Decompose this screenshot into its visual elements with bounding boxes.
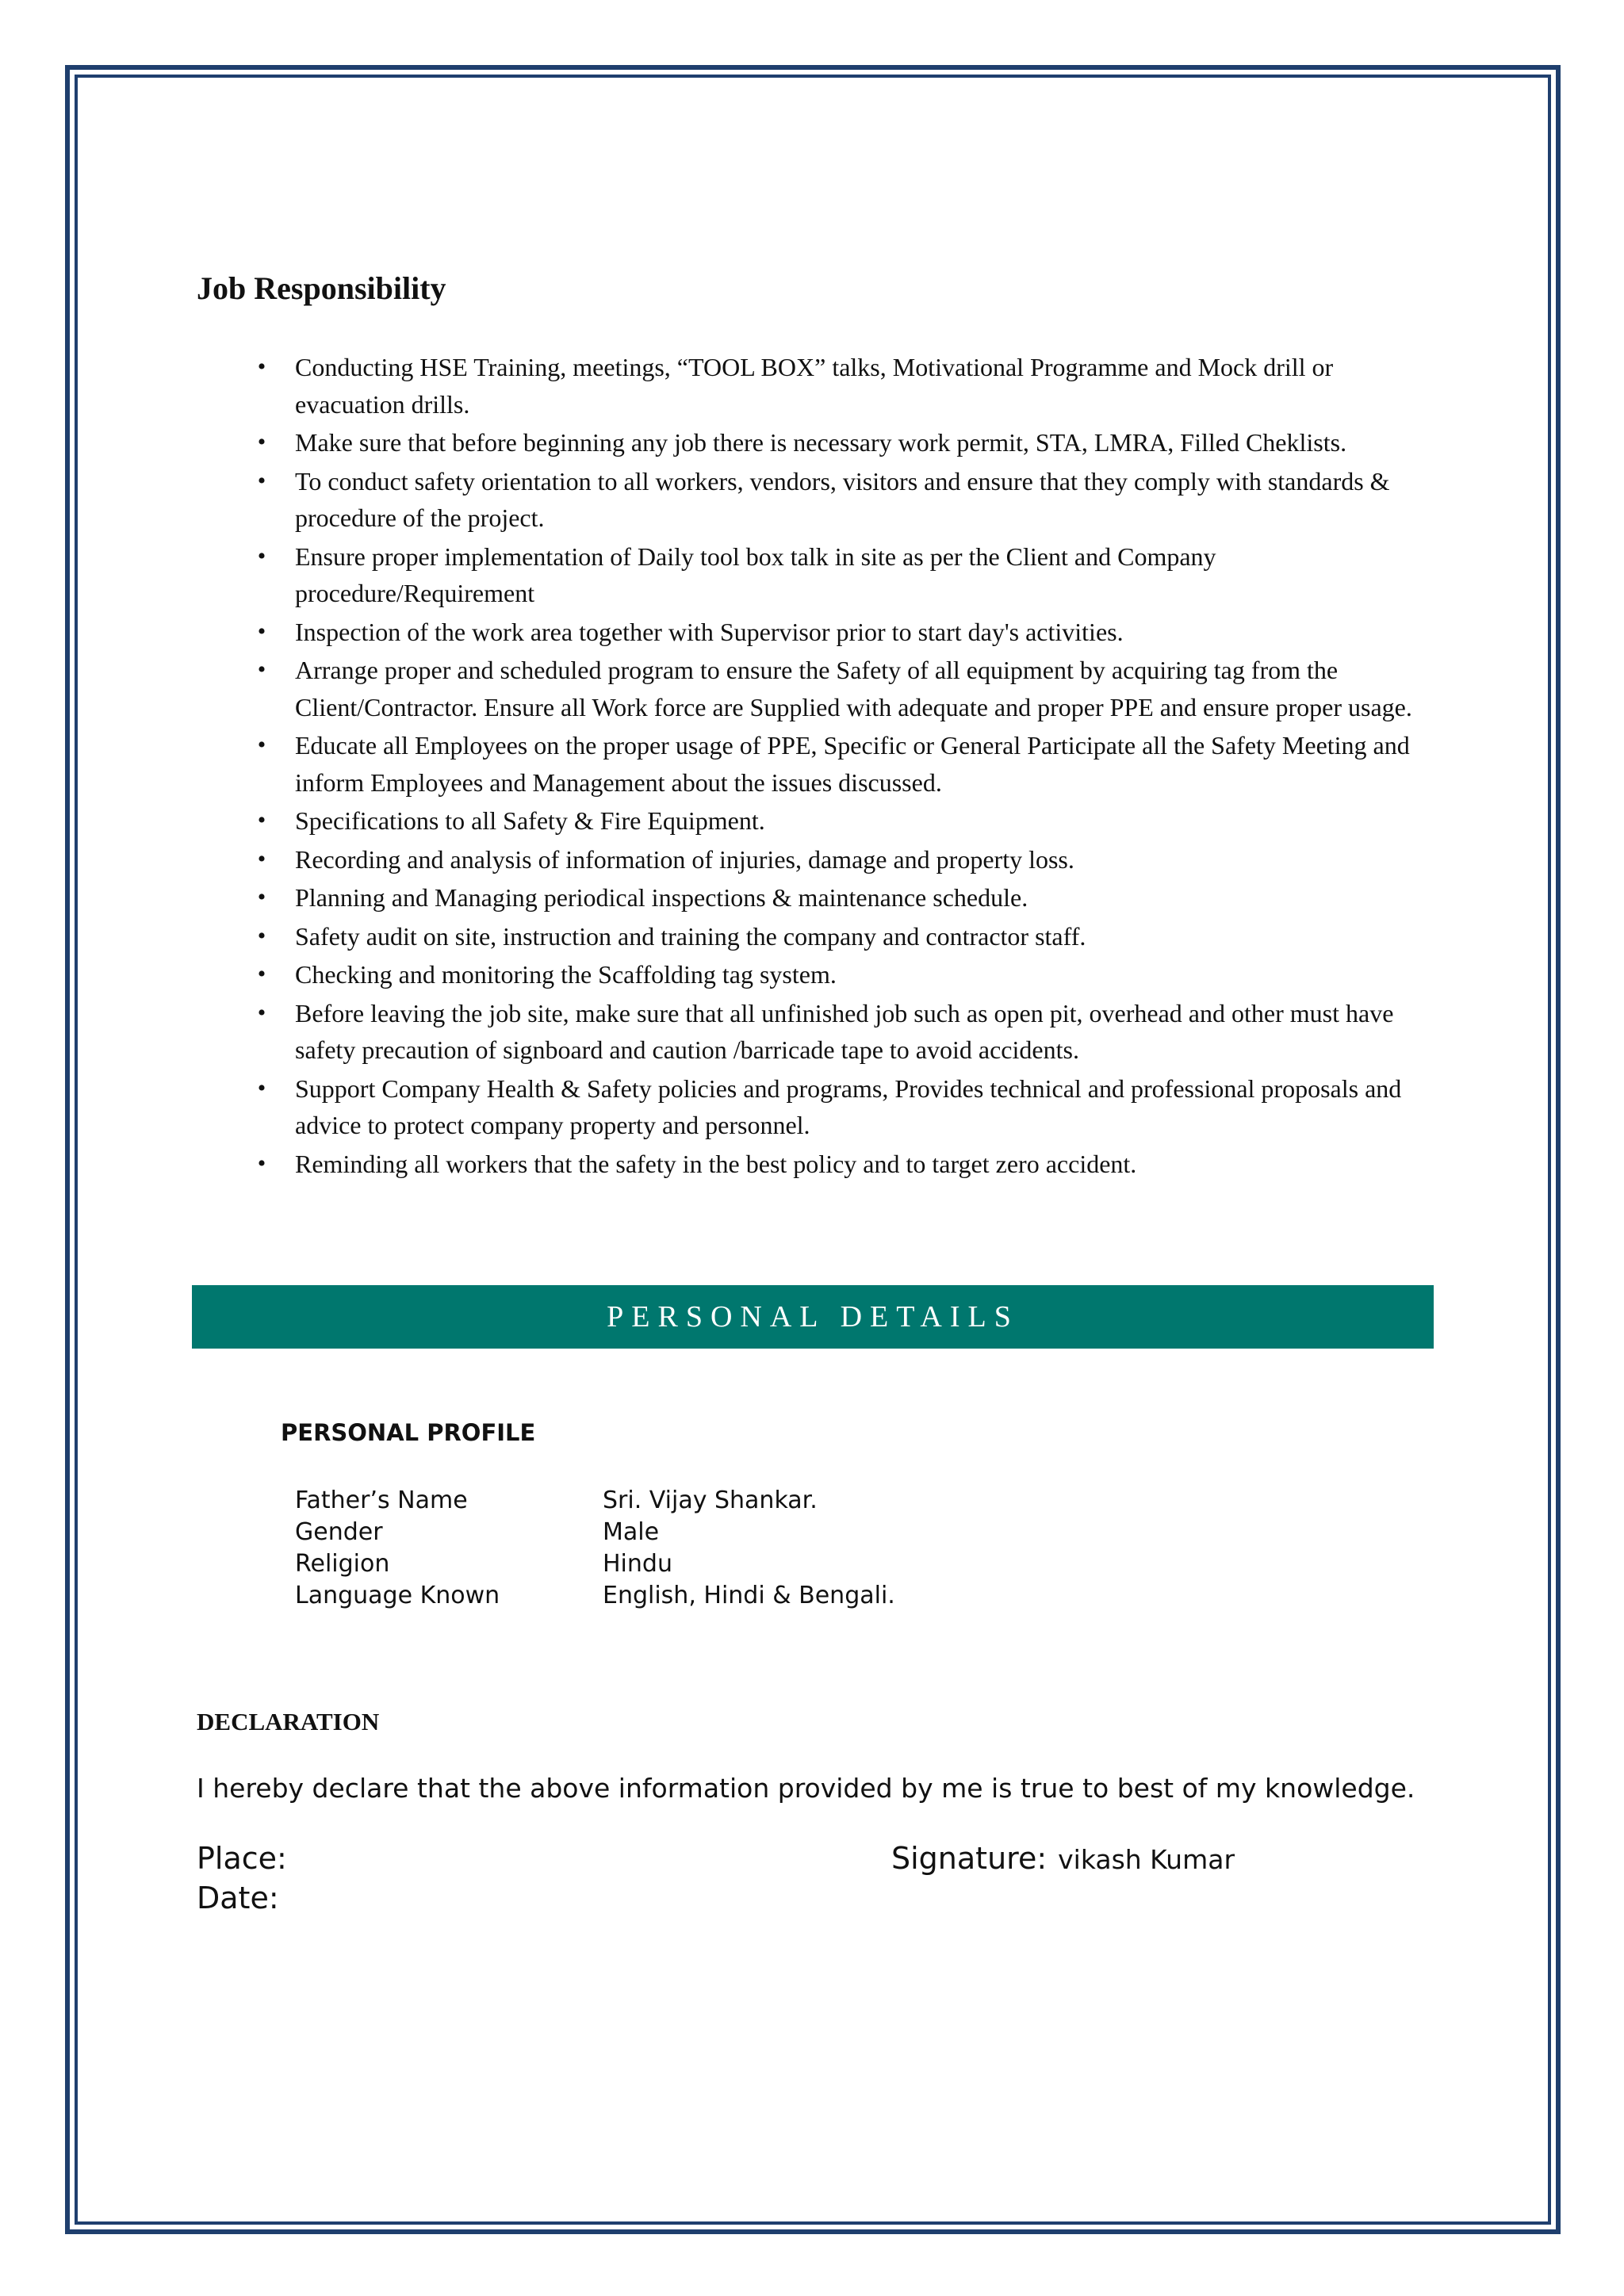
profile-row [295,1517,895,1548]
bullet-icon: • [257,1150,266,1177]
bullet-icon: • [257,807,266,833]
responsibility-text: Arrange proper and scheduled program to ensure the Safety of all equipment by acquiring tag from the Client/Contractor. Ensure all Work force are Supplied with adequate and proper PPE and ensure proper usage. [295,656,1412,721]
responsibility-item [246,463,1435,537]
bullet-icon: • [257,354,266,380]
responsibility-text: Planning and Managing periodical inspections & maintenance schedule. [295,883,1028,912]
responsibility-item [246,727,1435,801]
bullet-icon: • [257,429,266,455]
responsibility-text: Checking and monitoring the Scaffolding tag system. [295,960,837,989]
responsibility-text: Safety audit on site, instruction and training the company and contractor staff. [295,921,1086,951]
signature-name: vikash Kumar [1058,1844,1235,1875]
bullet-icon: • [257,618,266,645]
responsibility-item [246,614,1435,651]
responsibility-text: Conducting HSE Training, meetings, “TOOL BOX” talks, Motivational Programme and Mock drill or evacuation drills. [295,353,1334,419]
responsibility-item [246,652,1435,725]
personal-details-banner [192,1285,1434,1349]
declaration-heading: DECLARATION [197,1708,380,1735]
profile-label: Father’s Name [295,1487,468,1514]
responsibility-item [246,424,1435,461]
responsibility-item [246,995,1435,1069]
responsibility-item [246,918,1435,955]
bullet-icon: • [257,732,266,758]
profile-value: Male [603,1518,660,1546]
responsibility-text: Specifications to all Safety & Fire Equipment. [295,806,765,835]
responsibility-item [246,538,1435,612]
responsibility-item [246,956,1435,993]
profile-label: Gender [295,1518,383,1546]
responsibility-text: Before leaving the job site, make sure that all unfinished job such as open pit, overhead and other must have safety precaution of signboard and caution /barricade tape to avoid accidents. [295,998,1394,1064]
responsibility-text: Make sure that before beginning any job there is necessary work permit, STA, LMRA, Filled Cheklists. [295,428,1347,457]
profile-value: English, Hindi & Bengali. [603,1582,895,1609]
responsibility-item [246,1070,1435,1144]
personal-profile-table [295,1485,895,1612]
bullet-icon: • [257,542,266,569]
responsibility-text: Support Company Health & Safety policies and programs, Provides technical and professional proposals and advice to protect company property and personnel. [295,1073,1402,1139]
responsibility-item [246,879,1435,916]
profile-row [295,1548,895,1580]
signature-block [891,1841,1235,1876]
bullet-icon: • [257,961,266,987]
responsibility-item [246,1146,1435,1183]
profile-label: Religion [295,1550,390,1578]
responsibility-item [246,841,1435,878]
profile-row [295,1485,895,1517]
date-label: Date: [197,1881,279,1915]
responsibility-text: Recording and analysis of information of injuries, damage and property loss. [295,844,1074,874]
profile-value: Sri. Vijay Shankar. [603,1487,818,1514]
responsibility-text: Educate all Employees on the proper usage of PPE, Specific or General Participate all the Safety Meeting and inform Employees and Management about the issues discussed. [295,731,1410,797]
profile-label: Language Known [295,1582,500,1609]
bullet-icon: • [257,922,266,949]
bullet-icon: • [257,1074,266,1101]
bullet-icon: • [257,467,266,494]
declaration-text: I hereby declare that the above information provided by me is true to best of my knowledge. [197,1773,1415,1804]
bullet-icon: • [257,999,266,1026]
bullet-icon: • [257,884,266,910]
personal-details-title: PERSONAL DETAILS [607,1300,1019,1334]
responsibility-text: Inspection of the work area together with Supervisor prior to start day's activities. [295,617,1124,646]
bullet-icon: • [257,845,266,872]
place-label: Place: [197,1841,287,1876]
job-responsibility-list [246,349,1435,1184]
responsibility-text: Reminding all workers that the safety in the best policy and to target zero accident. [295,1149,1137,1178]
responsibility-text: To conduct safety orientation to all workers, vendors, visitors and ensure that they comply with standards & procedure of the project. [295,466,1390,532]
profile-row [295,1580,895,1612]
responsibility-item [246,349,1435,423]
responsibility-text: Ensure proper implementation of Daily tool box talk in site as per the Client and Company procedure/Requirement [295,541,1216,607]
profile-value: Hindu [603,1550,672,1578]
personal-profile-heading: PERSONAL PROFILE [281,1419,536,1446]
bullet-icon: • [257,656,266,683]
job-responsibility-heading: Job Responsibility [197,270,446,306]
signature-label: Signature: [891,1841,1048,1876]
responsibility-item [246,802,1435,840]
